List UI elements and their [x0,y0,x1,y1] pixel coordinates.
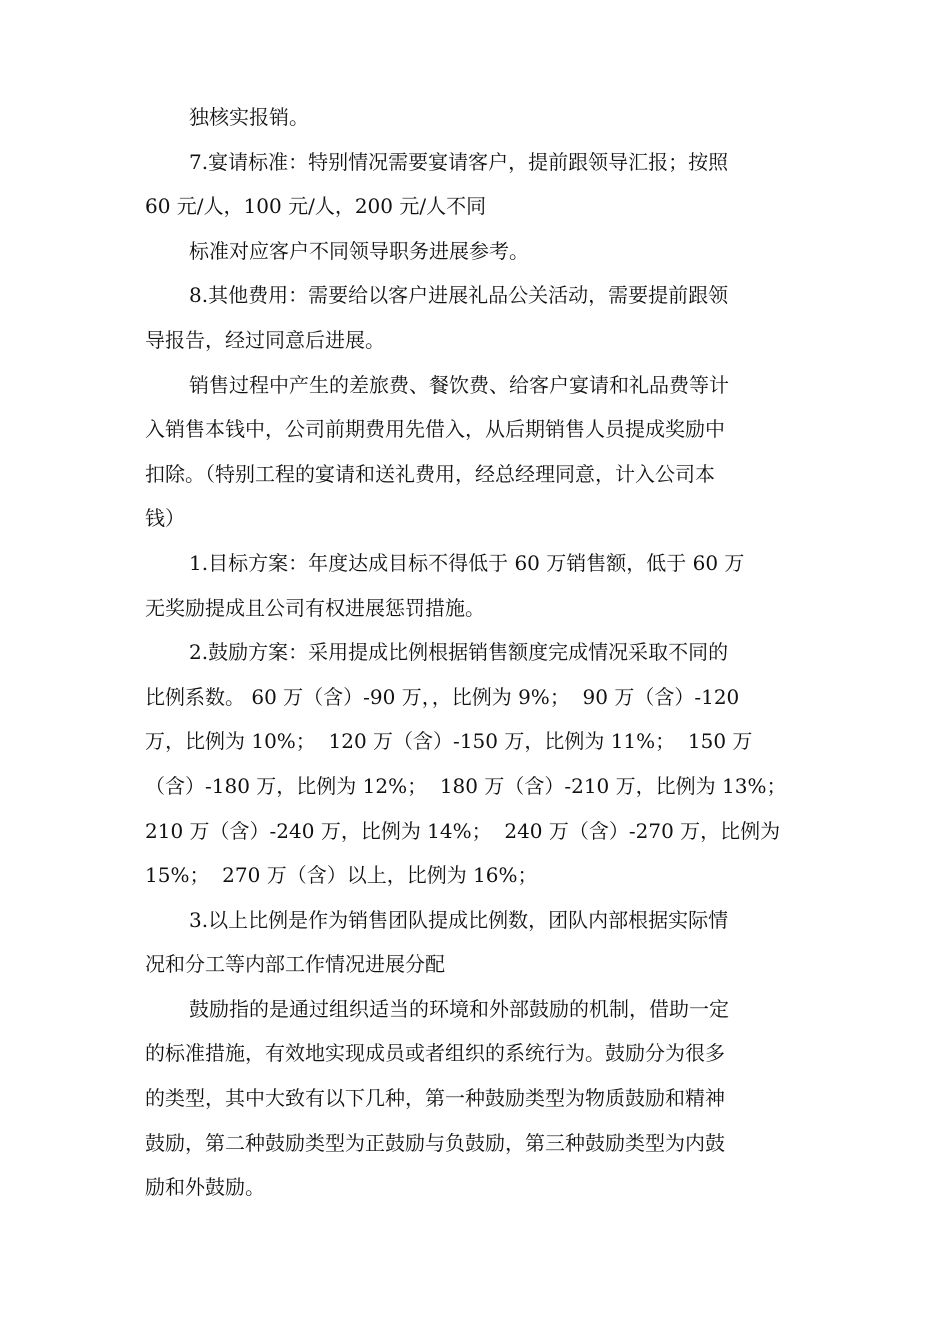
text-line: 导报告，经过同意后进展。 [145,327,385,352]
text-line: 万，比例为 10%； 120 万（含）-150 万，比例为 11%； 150 万 [145,729,753,754]
text-line: 钱） [145,506,185,531]
text-line: （含）-180 万，比例为 12%； 180 万（含）-210 万，比例为 13%； [145,773,787,798]
text-line: 鼓励，第二种鼓励类型为正鼓励与负鼓励，第三种鼓励类型为内鼓 [145,1130,725,1155]
text-line: 独核实报销。 [189,105,309,129]
text-line: 标准对应客户不同领导职务进展参考。 [189,238,529,263]
text-line: 1.目标方案：年度达成目标不得低于 60 万销售额，低于 60 万 [189,550,745,575]
text-line: 8.其他费用：需要给以客户进展礼品公关活动，需要提前跟领 [189,283,729,308]
text-line: 2.鼓励方案：采用提成比例根据销售额度完成情况采取不同的 [189,640,729,665]
text-line: 的类型，其中大致有以下几种，第一种鼓励类型为物质鼓励和精神 [145,1086,725,1111]
text-line: 3.以上比例是作为销售团队提成比例数，团队内部根据实际情 [189,907,729,932]
text-line: 比例系数。 60 万（含）-90 万，，比例为 9%； 90 万（含）-120 [145,684,740,709]
text-line: 励和外鼓励。 [145,1175,265,1200]
text-line: 7.宴请标准：特别情况需要宴请客户，提前跟领导汇报；按照 [189,149,729,174]
text-line: 销售过程中产生的差旅费、餐饮费、给客户宴请和礼品费等计 [189,372,729,397]
text-line: 入销售本钱中，公司前期费用先借入，从后期销售人员提成奖励中 [145,417,725,442]
text-line: 60 元/人，100 元/人，200 元/人不同 [145,194,487,219]
text-line: 扣除。（特别工程的宴请和送礼费用，经总经理同意，计入公司本 [145,461,715,486]
text-line: 无奖励提成且公司有权进展惩罚措施。 [145,595,485,620]
document-page [145,95,805,1210]
text-line: 况和分工等内部工作情况进展分配 [145,952,445,977]
text-line: 的标准措施，有效地实现成员或者组织的系统行为。鼓励分为很多 [145,1041,725,1066]
text-line: 15%； 270 万（含）以上，比例为 16%； [145,863,538,888]
text-line: 鼓励指的是通过组织适当的环境和外部鼓励的机制，借助一定 [189,996,729,1021]
text-line: 210 万（含）-240 万，比例为 14%； 240 万（含）-270 万，比例为 [145,818,781,843]
